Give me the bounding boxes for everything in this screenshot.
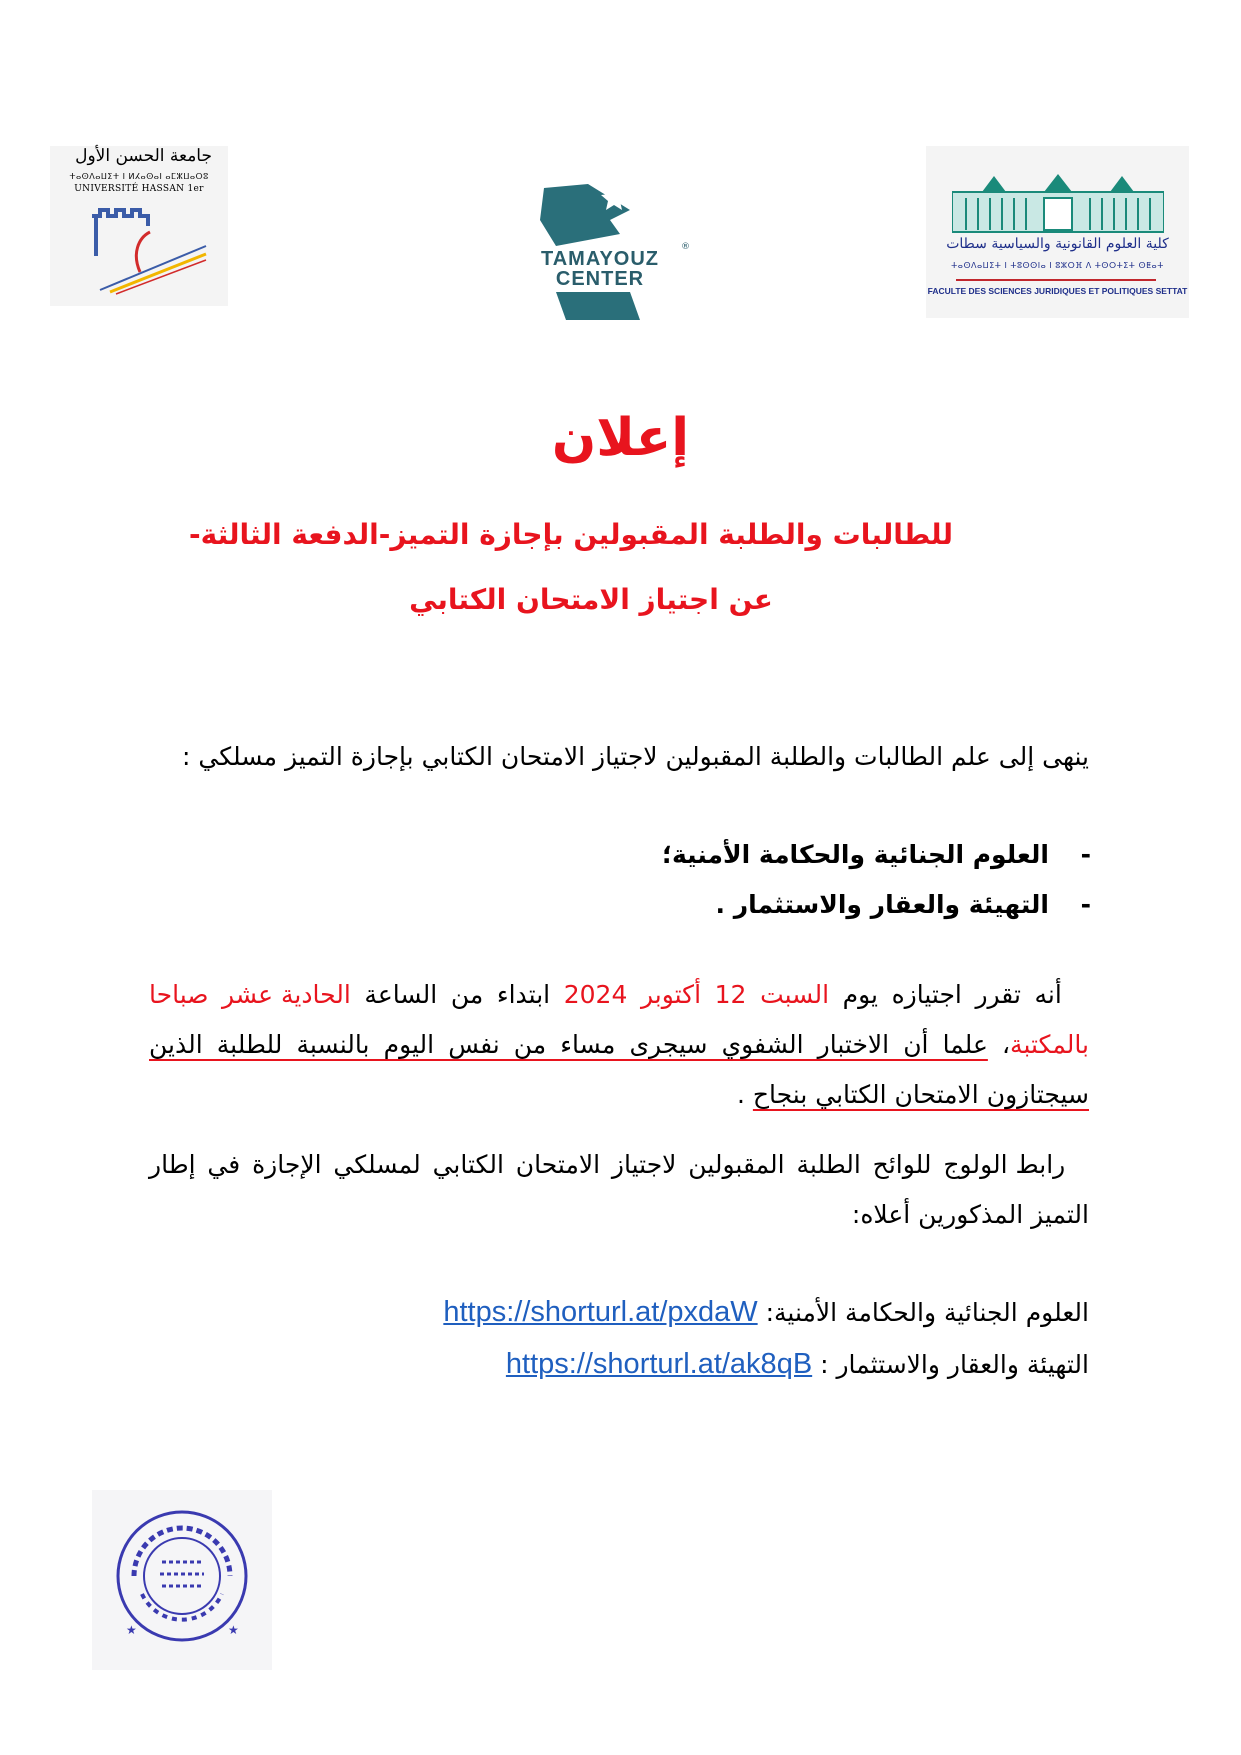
announcement-subtitle-line2: عن اجتياز الامتحان الكتابي xyxy=(409,583,773,616)
schedule-from: ابتداء من الساعة xyxy=(350,980,551,1009)
bullet-dash: - xyxy=(1080,890,1091,919)
exam-month: أكتوبر xyxy=(640,980,702,1009)
bullet-item-criminal-sciences xyxy=(349,830,1091,880)
faculty-building-icon xyxy=(952,164,1164,236)
criminal-sciences-list-link[interactable]: https://shorturl.at/pxdaW xyxy=(443,1296,758,1328)
faculty-stamp xyxy=(92,1490,272,1670)
center-word: CENTER xyxy=(555,268,645,290)
planning-real-estate-list-link[interactable]: https://shorturl.at/ak8qB xyxy=(505,1348,813,1380)
exam-year: 2024 xyxy=(550,980,641,1009)
stamp-seal-icon xyxy=(112,1506,252,1646)
registered-mark: ® xyxy=(681,242,690,252)
intro-paragraph: ينهى إلى علم الطالبات والطلبة المقبولين لاجتياز الامتحان الكتابي بإجازة التميز مسلكي : xyxy=(182,742,1089,771)
university-name-french: UNIVERSITÉ HASSAN 1er xyxy=(74,184,204,194)
svg-text:★: ★ xyxy=(228,1623,239,1637)
oral-exam-note: علما أن الاختبار الشفوي سيجرى مساء من نفس اليوم بالنسبة للطلبة الذين سيجتازون الامتحان الكتابي بنجاح xyxy=(149,1030,1089,1109)
faculty-name-tifinagh: ⵜⴰⵙⴷⴰⵡⵉⵜ ⵏ ⵜⵓⵙⵙⵏⴰ ⵏ ⵓⵣⵔⴼ ⴷ ⵜⵙⵔⵜⵉⵜ ⵙⵟⴰⵜ xyxy=(951,261,1164,270)
university-emblem-icon xyxy=(80,198,210,298)
bullet-item-planning-real-estate xyxy=(349,880,1091,930)
exam-date-number: 12 xyxy=(701,980,761,1009)
bullet-label: التهيئة والعقار والاستثمار . xyxy=(715,890,1049,919)
bullet-label: العلوم الجنائية والحكامة الأمنية؛ xyxy=(661,840,1049,869)
access-links-paragraph xyxy=(149,1140,1089,1240)
university-name-tifinagh: ⵜⴰⵙⴷⴰⵡⵉⵜ ⵏ ⵍⵃⴰⵙⴰⵏ ⴰⵎⵣⵡⴰⵔⵓ xyxy=(69,172,209,181)
link-label: العلوم الجنائية والحكامة الأمنية: xyxy=(757,1298,1089,1327)
exam-day: السبت xyxy=(760,980,830,1009)
exam-time-location: الحادية عشر صباحا بالمكتبة xyxy=(149,980,1089,1059)
university-logo xyxy=(50,146,228,306)
link-row-criminal-sciences xyxy=(149,1286,1089,1339)
faculty-divider xyxy=(956,279,1156,281)
tamayouz-center-logo xyxy=(510,180,690,320)
tamayouz-word: TAMAYOUZ xyxy=(541,248,659,270)
announcement-subtitle-line1: للطالبات والطلبة المقبولين بإجازة التميز-الدفعة الثالثة- xyxy=(188,518,953,551)
announcement-title: إعلان xyxy=(551,408,690,468)
link-row-planning-real-estate xyxy=(149,1338,1089,1391)
access-links-text: رابط الولوج للوائح الطلبة المقبولين لاجتياز الامتحان الكتابي لمسلكي الإجازة في إطار التميز المذكورين أعلاه: xyxy=(149,1150,1089,1229)
schedule-paragraph xyxy=(149,970,1089,1120)
faculty-logo xyxy=(926,146,1189,318)
schedule-intro: أنه تقرر اجتيازه يوم xyxy=(829,980,1062,1009)
university-name-arabic: جامعة الحسن الأول xyxy=(75,146,212,166)
schedule-comma: ، xyxy=(987,1030,1011,1059)
faculty-name-arabic: كلية العلوم القانونية والسياسية سطات xyxy=(946,236,1169,252)
bullet-dash: - xyxy=(1080,840,1091,869)
link-label: التهيئة والعقار والاستثمار : xyxy=(812,1350,1089,1379)
schedule-end: . xyxy=(736,1080,753,1109)
svg-text:★: ★ xyxy=(126,1623,137,1637)
faculty-name-french: FACULTE DES SCIENCES JURIDIQUES ET POLITIQUES SETTAT xyxy=(927,286,1188,296)
